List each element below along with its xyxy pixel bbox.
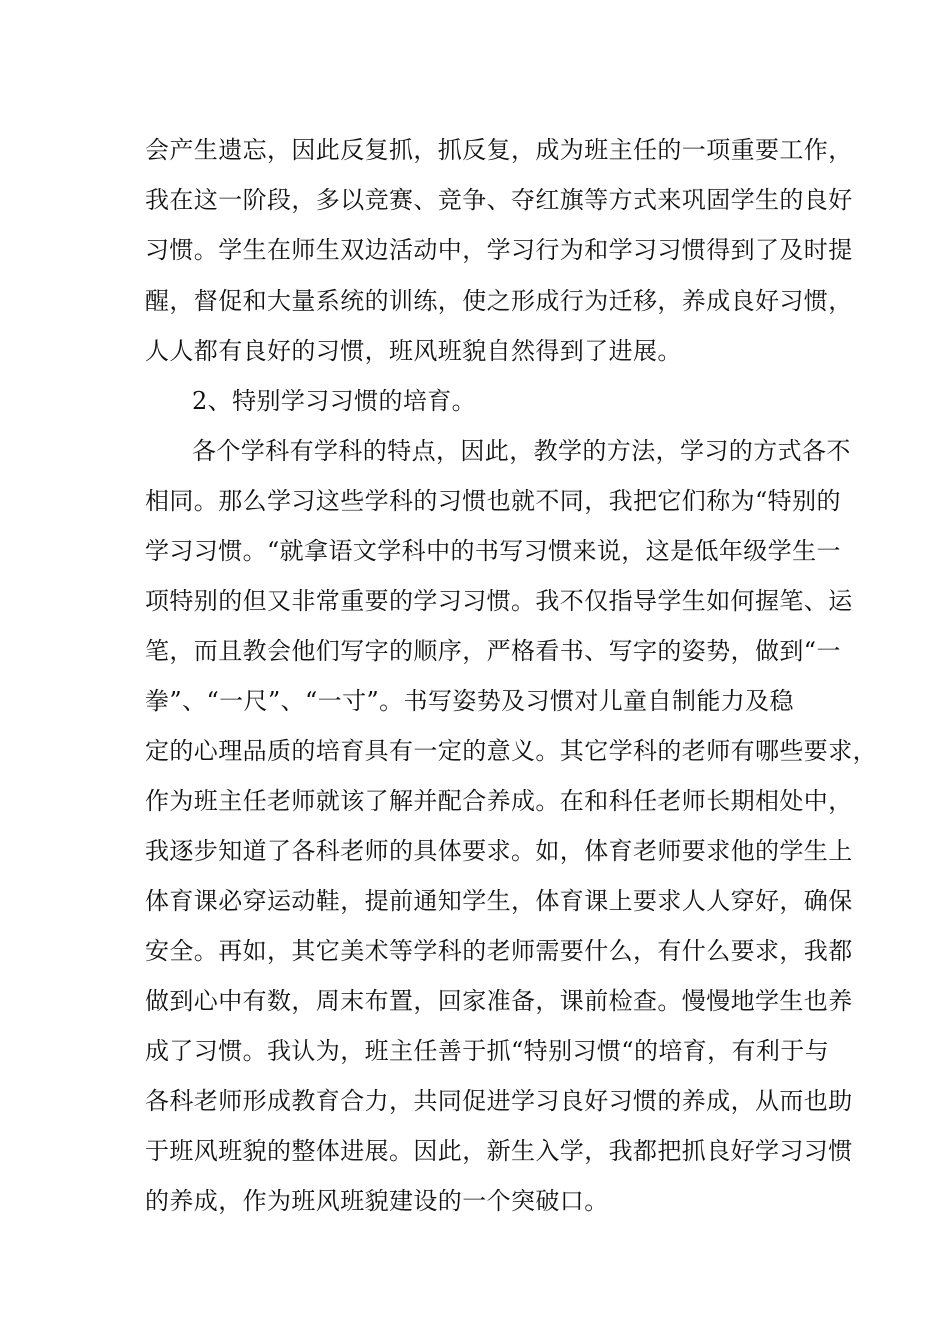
text-line: 于班风班貌的整体进展。因此，新生入学，我都把抓良好学习习惯 bbox=[145, 1137, 853, 1165]
text-line: 定的心理品质的培育具有一定的意义。其它学科的老师有哪些要求， bbox=[145, 737, 877, 765]
text-line: 项特别的但又非常重要的学习习惯。我不仅指导学生如何握笔、运 bbox=[145, 587, 853, 615]
text-line: 体育课必穿运动鞋，提前通知学生，体育课上要求人人穿好，确保 bbox=[145, 887, 853, 915]
text-line: 习惯。学生在师生双边活动中，学习行为和学习习惯得到了及时提 bbox=[145, 236, 853, 264]
text-line: 的养成，作为班风班貌建设的一个突破口。 bbox=[145, 1187, 609, 1215]
text-line: 会产生遗忘，因此反复抓，抓反复，成为班主任的一项重要工作， bbox=[145, 136, 853, 164]
text-line: 笔，而且教会他们写字的顺序，严格看书、写字的姿势，做到“一 bbox=[145, 637, 841, 665]
text-line: 相同。那么学习这些学科的习惯也就不同，我把它们称为“特别的 bbox=[145, 487, 841, 515]
text-line: 各科老师形成教育合力，共同促进学习良好习惯的养成，从而也助 bbox=[145, 1087, 853, 1115]
text-line: 学习习惯。“就拿语文学科中的书写习惯来说，这是低年级学生一 bbox=[145, 537, 841, 565]
text-line: 各个学科有学科的特点，因此，教学的方法，学习的方式各不 bbox=[192, 437, 851, 465]
text-line: 醒，督促和大量系统的训练，使之形成行为迁移，养成良好习惯， bbox=[145, 287, 853, 315]
text-line: 人人都有良好的习惯，班风班貌自然得到了进展。 bbox=[145, 337, 682, 365]
text-line: 成了习惯。我认为，班主任善于抓“特别习惯“的培育，有利于与 bbox=[145, 1037, 830, 1065]
section-heading: 2、特别学习习惯的培育。 bbox=[192, 387, 477, 415]
text-line: 我逐步知道了各科老师的具体要求。如，体育老师要求他的学生上 bbox=[145, 837, 853, 865]
text-line: 我在这一阶段，多以竞赛、竞争、夺红旗等方式来巩固学生的良好 bbox=[145, 186, 853, 214]
text-line: 作为班主任老师就该了解并配合养成。在和科任老师长期相处中， bbox=[145, 787, 853, 815]
text-line: 安全。再如，其它美术等学科的老师需要什么，有什么要求，我都 bbox=[145, 937, 853, 965]
text-line: 拳”、“一尺”、“一寸”。书写姿势及习惯对儿童自制能力及稳 bbox=[145, 687, 794, 715]
text-line: 做到心中有数，周末布置，回家准备，课前检查。慢慢地学生也养 bbox=[145, 987, 853, 1015]
